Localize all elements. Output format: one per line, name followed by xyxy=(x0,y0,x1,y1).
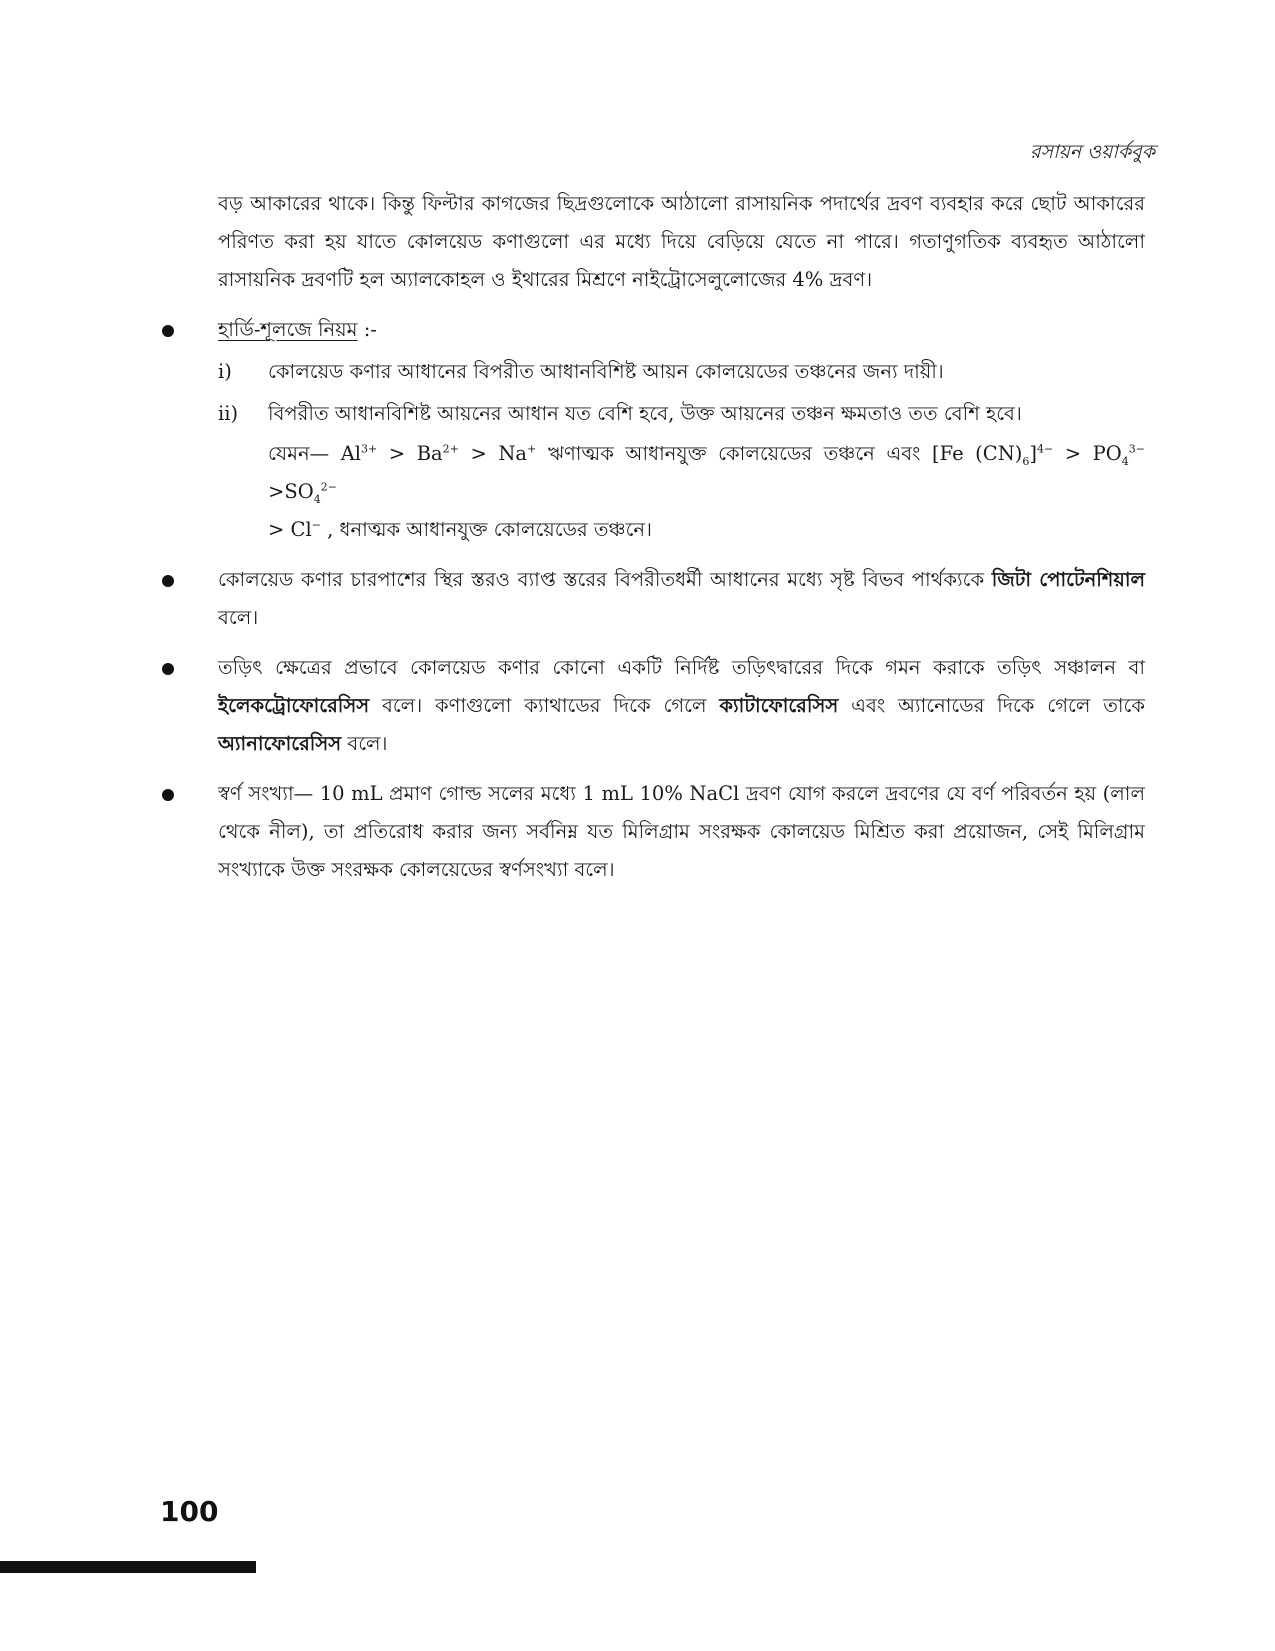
hardy-schulze-heading: হার্ডি-শূলজে নিয়ম xyxy=(218,318,358,341)
rule-item xyxy=(218,395,1145,433)
ion-ferrocyanide-close: ] xyxy=(1029,442,1037,465)
ion-ba: Ba xyxy=(416,442,443,465)
example-prefix: যেমন— xyxy=(268,442,341,465)
ion-subscript: 6 xyxy=(1022,454,1030,468)
bullet-icon xyxy=(162,575,174,587)
ion-charge: 2− xyxy=(320,480,337,494)
electrophoresis-term: ইলেকট্রোফোরেসিস xyxy=(218,694,370,717)
cataphoresis-term: ক্যাটাফোরেসিস xyxy=(719,694,839,717)
ion-charge: 2+ xyxy=(442,442,459,456)
ion-charge: 4− xyxy=(1036,442,1054,456)
zeta-text: কোলয়েড কণার চারপাশের স্থির স্তরও ব্যাপ্ত স্তরের বিপরীতধর্মী আধানের মধ্যে সৃষ্ট বিভব পার্থক্যকে xyxy=(218,568,992,591)
zeta-text-end: বলে। xyxy=(218,606,259,629)
ion-subscript: 4 xyxy=(313,492,321,506)
ion-sulfate: SO xyxy=(284,480,314,503)
electrophoresis-text: বলে। কণাগুলো ক্যাথাডের দিকে গেলে xyxy=(369,694,720,717)
electrophoresis-text: এবং অ্যানোডের দিকে গেলে তাকে xyxy=(838,694,1145,717)
page-number: 100 xyxy=(160,1495,219,1528)
zeta-term: জিটা পোটেনশিয়াল xyxy=(991,568,1145,591)
bullet-icon xyxy=(162,789,174,801)
ion-subscript: 4 xyxy=(1121,454,1129,468)
positive-colloid-text: , ধনাত্মক আধানযুক্ত কোলয়েডের তঞ্চনে। xyxy=(320,518,653,541)
gold-number-text: স্বর্ণ সংখ্যা— 10 mL প্রমাণ গোল্ড সলের মধ্যে 1 mL 10% NaCl দ্রবণ যোগ করলে দ্রবণের যে বর্ণ পরিবর্তন হয় (লাল থেকে নীল), তা প্রতিরোধ করার জন্য সর্বনিম্ন যত মিলিগ্রাম সংরক্ষক কোলয়েড মিশ্রিত করা প্রয়োজন, সেই মিলিগ্রাম সংখ্যাকে উক্ত সংরক্ষক কোলয়েডের স্বর্ণসংখ্যা বলে। xyxy=(218,782,1145,881)
anaphoresis-term: অ্যানাফোরেসিস xyxy=(218,732,342,755)
running-head-title: রসায়ন ওয়ার্কবুক xyxy=(1030,141,1155,163)
greater-than: > xyxy=(1053,442,1093,465)
ion-ferrocyanide: [Fe (CN) xyxy=(932,442,1023,465)
rule-text: বিপরীত আধানবিশিষ্ট আয়নের আধান যত বেশি হবে, উক্ত আয়নের তঞ্চন ক্ষমতাও তত বেশি হবে। xyxy=(268,402,1022,425)
ion-charge: − xyxy=(311,518,321,532)
heading-suffix: :- xyxy=(357,318,377,341)
electrophoresis-text-end: বলে। xyxy=(341,732,388,755)
electrophoresis-text: তড়িৎ ক্ষেত্রের প্রভাবে কোলয়েড কণার কোনো একটি নির্দিষ্ট তড়িৎদ্বারের দিকে গমন করাকে তড়িৎ সঞ্চালন বা xyxy=(218,656,1145,679)
ion-charge: 3+ xyxy=(361,442,378,456)
hardy-schulze-section xyxy=(160,311,1145,549)
rule-numeral: i) xyxy=(218,360,232,383)
ion-phosphate: PO xyxy=(1092,442,1122,465)
electrophoresis-item xyxy=(160,649,1145,763)
intro-paragraph: বড় আকারের থাকে। কিন্তু ফিল্টার কাগজের ছিদ্রগুলোকে আঠালো রাসায়নিক পদার্থের দ্রবণ ব্যবহার করে ছোট আকারের পরিণত করা হয় যাতে কোলয়েড কণাগুলো এর মধ্যে দিয়ে বেড়িয়ে যেতে না পারে। গতাণুগতিক ব্যবহৃত আঠালো রাসায়নিক দ্রবণটি হল অ্যালকোহল ও ইথারের মিশ্রণে নাইট্রোসেলুলোজের 4% দ্রবণ। xyxy=(218,192,1145,291)
greater-than: > xyxy=(458,442,499,465)
footer-bar xyxy=(0,1561,256,1573)
negative-colloid-text: ঋণাত্মক আধানযুক্ত কোলয়েডের তঞ্চনে এবং xyxy=(536,442,932,465)
greater-than: > xyxy=(268,480,285,503)
page-body xyxy=(160,185,1145,889)
coagulation-example xyxy=(218,435,1145,549)
zeta-potential-item xyxy=(160,561,1145,637)
ion-al: Al xyxy=(340,442,362,465)
bullet-icon xyxy=(162,663,174,675)
rule-item xyxy=(218,353,1145,391)
rule-numeral: ii) xyxy=(218,402,239,425)
ion-chloride: Cl xyxy=(290,518,312,541)
ion-charge: 3− xyxy=(1128,442,1145,456)
bullet-icon xyxy=(162,325,174,337)
greater-than: > xyxy=(268,518,291,541)
gold-number-item xyxy=(160,775,1145,889)
ion-na: Na xyxy=(498,442,528,465)
greater-than: > xyxy=(377,442,417,465)
rule-text: কোলয়েড কণার আধানের বিপরীত আধানবিশিষ্ট আয়ন কোলয়েডের তঞ্চনের জন্য দায়ী। xyxy=(268,360,944,383)
hardy-schulze-heading-line xyxy=(218,311,1145,349)
ion-charge: + xyxy=(527,442,537,456)
